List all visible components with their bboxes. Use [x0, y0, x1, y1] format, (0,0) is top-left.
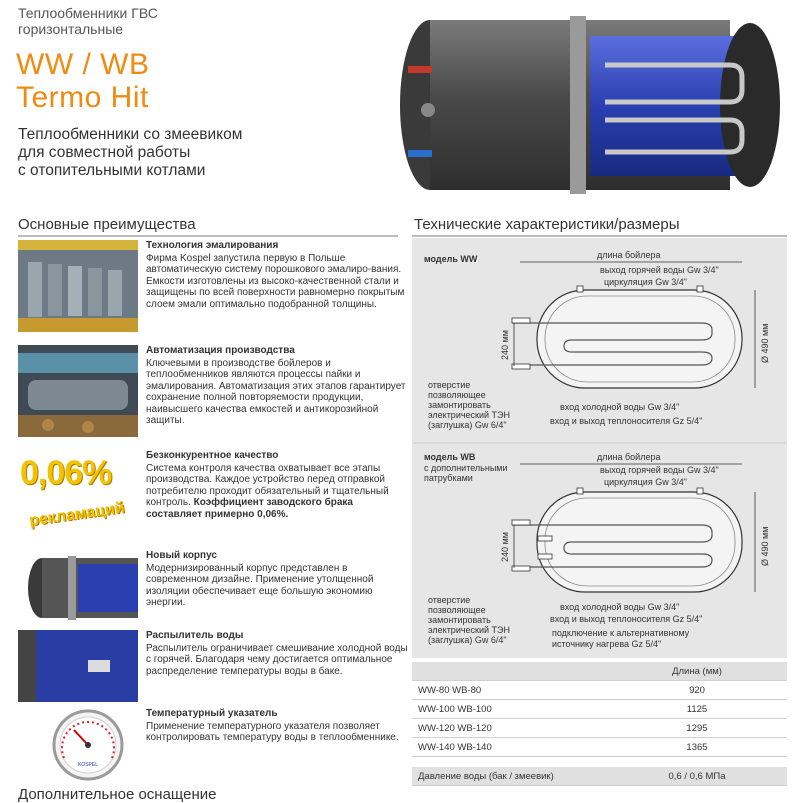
advantages-heading: Основные преимущества	[18, 216, 196, 233]
spreader-photo	[18, 630, 138, 702]
opening-label: замонтировать	[428, 615, 491, 625]
temperature-gauge-photo	[18, 708, 138, 783]
dim-240-label: 240 мм	[500, 532, 510, 562]
casing-photo	[18, 550, 138, 625]
heat-io-label: вход и выход теплоносителя Gz 5/4"	[550, 614, 703, 624]
cold-in-label: вход холодной воды Gw 3/4"	[560, 402, 680, 412]
table-row	[412, 738, 787, 757]
specs-heading: Технические характеристики/размеры	[414, 216, 680, 233]
dim-240-label: 240 мм	[500, 330, 510, 360]
hot-out-label: выход горячей воды Gw 3/4"	[600, 465, 719, 475]
circulation-label: циркуляция Gw 3/4"	[604, 277, 687, 287]
feature-enameling	[18, 240, 405, 340]
feature-automation	[18, 345, 406, 445]
cold-in-label: вход холодной воды Gw 3/4"	[560, 602, 680, 612]
feature-title: Автоматизация производства	[146, 345, 295, 356]
tank-ww-outline	[537, 290, 742, 388]
alt-source-label: подключение к альтернативному	[552, 628, 690, 638]
model-wb-label: модель WB	[424, 452, 476, 462]
row-model: WW-120 WB-120	[418, 723, 492, 734]
row-length: 1365	[686, 742, 708, 753]
model-ww-label: модель WW	[424, 254, 478, 264]
feature-text: Система контроля качества охватывает все этапы производства. Каждое устройство перед отправкой потребителю проходит обязательный и тщательный контроль.	[146, 462, 389, 508]
pressure-value: 0,6 / 0,6 МПа	[668, 771, 726, 782]
circulation-label: циркуляция Gw 3/4"	[604, 477, 687, 487]
feature-temperature-gauge	[18, 708, 398, 786]
header-subtitle: Теплообменники ГВС горизонтальные	[18, 5, 158, 37]
table-row	[412, 681, 787, 700]
divider	[412, 235, 787, 237]
feature-title: Технология эмалирования	[146, 240, 279, 251]
pressure-row	[412, 767, 787, 786]
feature-title: Безконкурентное качество	[146, 450, 279, 461]
row-length: 920	[689, 685, 705, 696]
gauge-brand: KOSPEL	[77, 762, 99, 768]
feature-title: Распылитель воды	[146, 630, 244, 641]
opening-label: отверстие	[428, 595, 471, 605]
feature-title: Новый корпус	[146, 550, 217, 561]
feature-text: Модернизированный корпус представлен в современном дизайне. Применение утолщенной изоляции обеспечивает еще большую экономию энергии.	[146, 562, 374, 608]
heat-io-label: вход и выход теплоносителя Gz 5/4"	[550, 416, 703, 426]
production-line-photo	[18, 345, 138, 437]
feature-bold-text: Коэффициент заводского брака составляет примерно 0,06%.	[146, 497, 353, 520]
model-wb-sub: с дополнительными	[424, 463, 508, 473]
opening-label: позволяющее	[428, 605, 486, 615]
opening-label: позволяющее	[428, 390, 486, 400]
feature-text: Фирма Kospel запустила первую в Польше автоматическую систему порошкового эмалиро-вания. Емкости изготовлены из высоко-качественной стали и защищены по всей поверхности равномерно покрытым слоем эмали оптимально подобранной толщины.	[146, 252, 405, 310]
page-title: WW / WB Termo Hit	[16, 48, 150, 114]
opening-label: (заглушка) Gw 6/4"	[428, 635, 507, 645]
badge-value: 0,06%	[20, 454, 112, 492]
divider	[18, 235, 398, 237]
dim-490-label: Ø 490 мм	[760, 323, 770, 363]
row-length: 1295	[686, 723, 708, 734]
pressure-label: Давление воды (бак / змеевик)	[418, 771, 554, 782]
row-model: WW-80 WB-80	[418, 685, 482, 696]
feature-text: Ключевыми в производстве бойлеров и теплообменников являются процессы пайки и эмалирования. Автоматизация этих этапов гарантирует сохранение полной повторяемости продукции, наивысшего качества емкостей и антикорозийной защиты.	[146, 357, 406, 426]
table-header	[412, 662, 787, 681]
length-label: длина бойлера	[597, 250, 661, 260]
opening-label: замонтировать	[428, 400, 491, 410]
length-label: длина бойлера	[597, 452, 661, 462]
product-description: Теплообменники со змеевиком для совместной работы с отопительными котлами	[18, 126, 243, 179]
feature-new-casing	[18, 550, 398, 630]
tank-illustration	[390, 10, 790, 200]
factory-photo	[18, 240, 138, 332]
opening-label: электрический ТЭН	[428, 410, 510, 420]
row-length: 1125	[686, 704, 708, 715]
feature-text: Применение температурного указателя позволяет контролировать температуру воды в теплообменнике.	[146, 720, 399, 743]
length-table	[412, 662, 787, 786]
badge-label: рекламаций	[28, 499, 126, 530]
extra-equipment-heading: Дополнительное оснащение	[18, 786, 217, 803]
hot-out-label: выход горячей воды Gw 3/4"	[600, 265, 719, 275]
feature-quality	[18, 450, 398, 550]
feature-title: Температурный указатель	[146, 708, 278, 719]
feature-water-spreader	[18, 630, 408, 710]
model-wb-sub: патрубками	[424, 473, 473, 483]
quality-badge	[18, 450, 138, 542]
tech-drawings	[412, 238, 787, 658]
opening-label: электрический ТЭН	[428, 625, 510, 635]
table-row	[412, 719, 787, 738]
opening-label: отверстие	[428, 380, 471, 390]
feature-text: Распылитель ограничивает смешивание холодной воды с горячей. Благодаря чему достигается оптимальное распределение температуры воды в баке.	[146, 642, 408, 677]
dim-490-label: Ø 490 мм	[760, 526, 770, 566]
opening-label: (заглушка) Gw 6/4"	[428, 420, 507, 430]
row-model: WW-140 WB-140	[418, 742, 492, 753]
alt-source-label: источнику нагрева Gz 5/4"	[552, 639, 662, 649]
tech-drawings-panel	[412, 238, 787, 658]
table-header-length: Длина (мм)	[672, 666, 722, 677]
table-row	[412, 700, 787, 719]
row-model: WW-100 WB-100	[418, 704, 492, 715]
